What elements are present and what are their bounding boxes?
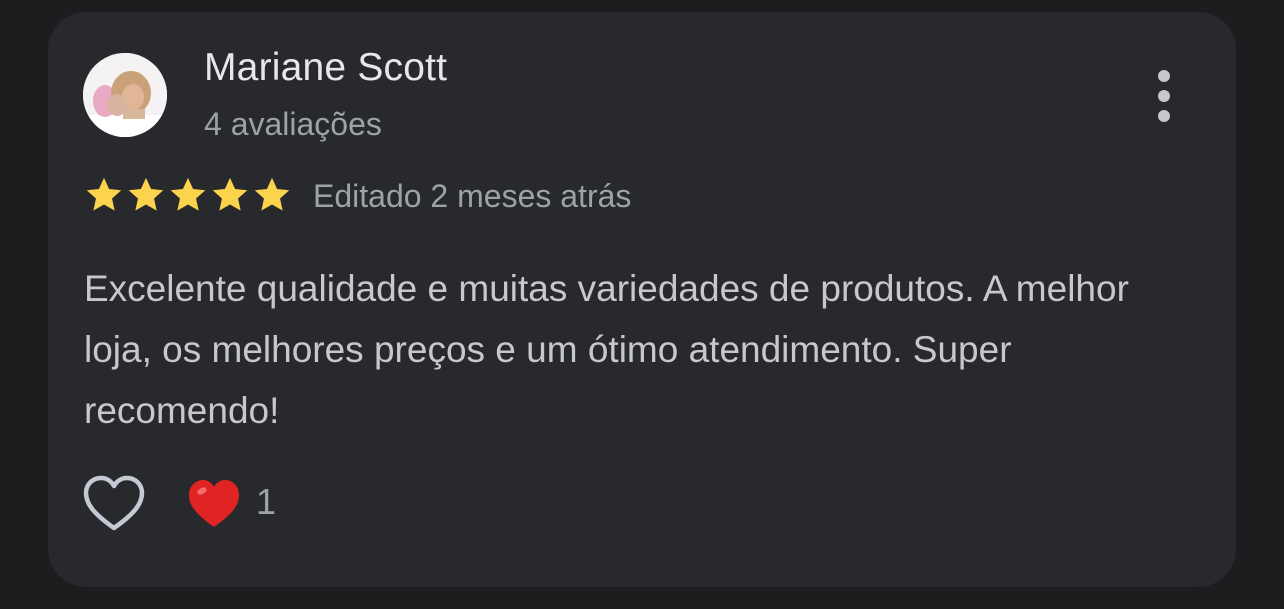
edited-timestamp: Editado 2 meses atrás bbox=[313, 178, 632, 214]
more-vert-icon-dot bbox=[1158, 70, 1170, 82]
review-text: Excelente qualidade e muitas variedades de produtos. A melhor loja, os melhores preços e um ótimo atendimento. Super recomendo! bbox=[84, 268, 1129, 431]
review-count: 4 avaliações bbox=[204, 106, 382, 142]
review-card bbox=[48, 12, 1236, 587]
more-options-button[interactable] bbox=[1142, 64, 1186, 128]
more-vert-icon-dot bbox=[1158, 90, 1170, 102]
star-icon bbox=[251, 174, 293, 216]
like-button[interactable] bbox=[82, 474, 146, 534]
heart-reaction[interactable] bbox=[187, 478, 241, 530]
author-name[interactable]: Mariane Scott bbox=[204, 46, 448, 89]
more-vert-icon-dot bbox=[1158, 110, 1170, 122]
star-icon bbox=[209, 174, 251, 216]
star-icon bbox=[167, 174, 209, 216]
heart-outline-icon bbox=[82, 474, 146, 534]
star-rating bbox=[83, 174, 293, 216]
red-heart-icon bbox=[187, 478, 241, 530]
star-icon bbox=[83, 174, 125, 216]
reaction-count: 1 bbox=[256, 481, 277, 522]
avatar[interactable] bbox=[83, 53, 167, 137]
star-icon bbox=[125, 174, 167, 216]
